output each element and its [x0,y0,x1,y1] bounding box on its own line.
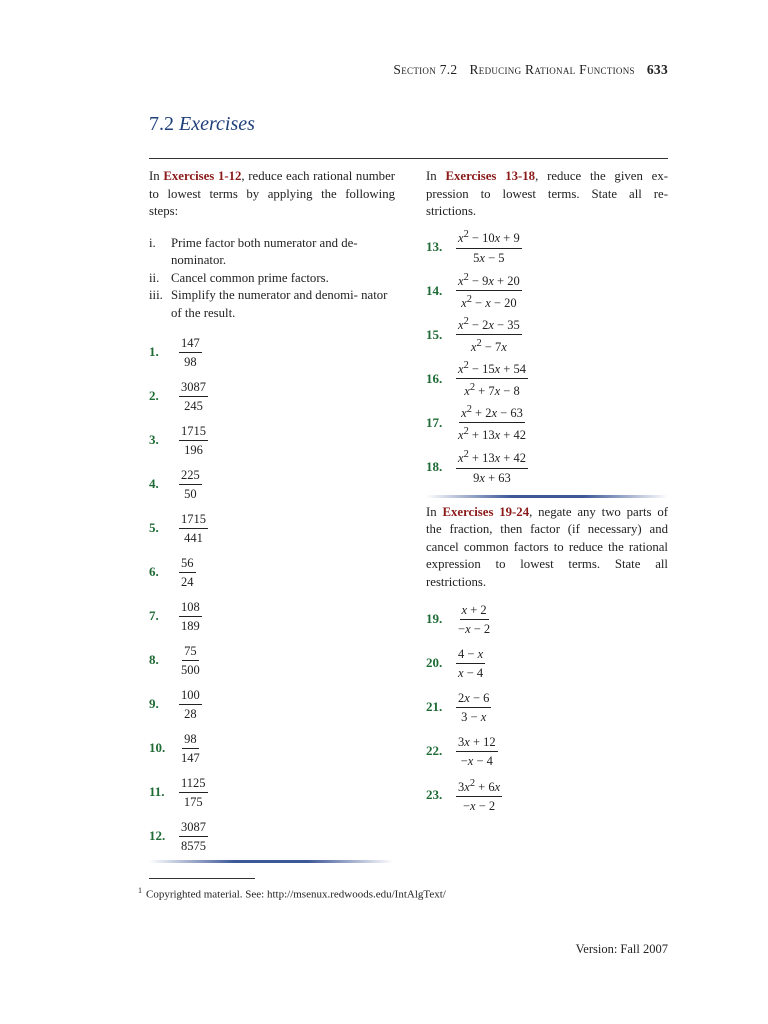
denominator: 245 [184,398,203,413]
footnote [138,886,446,901]
exercise-item [149,594,395,638]
denominator: 50 [184,486,197,501]
fraction [456,402,528,443]
numerator: $x^2 - 10x + 9$ [456,227,522,248]
exercise-number: 4. [149,476,159,492]
step-item [149,270,395,288]
numerator: $x^2 - 15x + 54$ [456,358,528,379]
numerator: 108 [179,599,202,617]
section-label: Exercises [179,113,255,135]
fraction [179,379,208,414]
numerator: 1715 [179,423,208,441]
fraction [456,690,491,725]
numerator: $x^2 + 13x + 42$ [456,447,528,468]
section-number: 7.2 [149,113,174,135]
step-numeral: i. [149,235,156,250]
right-column [426,168,668,817]
intro-text: In [426,504,443,519]
fraction [456,358,528,399]
denominator: 147 [181,750,200,765]
exercise-number: 2. [149,388,159,404]
denominator: x − 4 [458,665,484,680]
numerator: 147 [179,335,202,353]
footnote-text: Copyrighted material. See: http://msenux.redwoods.edu/IntAlgText/ [146,888,446,901]
exercise-number: 21. [426,699,443,715]
intro-text: , reduce each rational number to lowest terms by applying the following steps: [149,169,396,218]
numerator: 225 [179,467,202,485]
exercise-number: 12. [149,828,166,844]
exercise-item [426,401,668,445]
fraction [179,555,196,590]
exercise-number: 20. [426,655,443,671]
exercise-number: 15. [426,326,443,342]
numerator: 1715 [179,511,208,529]
numerator: $x^2 + 2x - 63$ [459,402,525,423]
denominator: 441 [184,530,203,545]
fraction [179,687,202,722]
denominator: 189 [181,618,200,633]
exercise-item [426,685,668,729]
denominator: $x^2 - x - 20$ [461,294,517,311]
exercise-ref-link[interactable]: Exercises 19-24 [442,504,530,519]
fraction [179,819,208,854]
denominator: 28 [184,706,197,721]
steps-list [149,235,395,323]
exercise-item [426,729,668,773]
right-intro-1 [426,168,668,221]
denominator: 196 [184,442,203,457]
denominator: 3 − x [461,709,487,724]
exercise-item [149,814,395,858]
exercise-item [426,773,668,817]
numerator: $x^2 - 2x - 35$ [456,314,522,335]
fraction [179,643,202,678]
exercise-item [426,313,668,357]
exercise-number: 5. [149,520,159,536]
denominator: $x^2 - 7x$ [470,338,507,355]
exercise-item [149,374,395,418]
fraction [456,314,522,355]
fraction [456,734,498,769]
fraction [179,511,208,546]
numerator: 56 [179,555,196,573]
exercise-item [149,770,395,814]
fraction [179,423,208,458]
exercise-item [149,506,395,550]
exercise-number: 19. [426,611,443,627]
exercise-number: 23. [426,787,443,803]
exercise-item [149,682,395,726]
exercise-number: 7. [149,608,159,624]
fraction [456,447,528,485]
exercise-number: 3. [149,432,159,448]
exercise-number: 16. [426,370,443,386]
fraction [456,776,502,814]
numerator: 1125 [179,775,208,793]
denominator: $x^2 + 13x + 42$ [458,426,526,443]
denominator: 5x − 5 [473,250,505,265]
exercise-number: 13. [426,238,443,254]
exercise-item [426,597,668,641]
numerator: 3x + 12 [456,734,498,752]
left-exercise-list [149,330,395,858]
right-exercise-list-2 [426,597,668,817]
fraction [179,731,202,766]
exercise-number: 11. [149,784,165,800]
numerator: 100 [179,687,202,705]
exercise-number: 6. [149,564,159,580]
denominator: −x − 4 [460,753,493,768]
step-text: Simplify the numerator and denomi- nator of the result. [171,288,388,320]
step-numeral: ii. [149,270,160,285]
step-item [149,235,395,270]
exercise-ref-link[interactable]: Exercises 13-18 [445,169,536,183]
denominator: $x^2 + 7x - 8$ [464,382,520,399]
section-label: Section 7.2 [393,62,458,77]
fraction [179,599,202,634]
exercise-item [426,357,668,401]
fraction [456,646,485,681]
exercise-number: 10. [149,740,166,756]
exercise-number: 14. [426,282,443,298]
divider-swoosh [426,495,668,498]
numerator: $3x^2 + 6x$ [456,776,502,797]
numerator: 75 [182,643,199,661]
step-text: Prime factor both numerator and de- nominator. [171,235,358,267]
exercise-item [149,330,395,374]
exercise-item [149,638,395,682]
top-rule [149,158,668,159]
exercise-item [149,462,395,506]
numerator: $x^2 - 9x + 20$ [456,270,522,291]
step-text: Cancel common prime factors. [171,270,329,285]
page-number: 633 [646,62,668,77]
exercise-ref-link[interactable]: Exercises 1-12 [163,169,242,183]
numerator: 2x − 6 [456,690,491,708]
exercise-number: 9. [149,696,159,712]
right-exercise-list-1 [426,225,668,489]
denominator: −x − 2 [458,621,491,636]
numerator: 3087 [179,379,208,397]
exercise-number: 18. [426,458,443,474]
numerator: 98 [182,731,199,749]
exercise-item [426,225,668,269]
fraction [456,270,522,311]
right-intro-2 [426,504,668,592]
fraction [179,335,202,370]
denominator: −x − 2 [462,799,496,814]
intro-text: In [426,169,446,183]
exercise-number: 8. [149,652,159,668]
left-column [149,168,395,863]
exercise-item [149,726,395,770]
numerator: 4 − x [456,646,485,664]
intro-text: , reduce the given ex- pression to lowest terms. State all re- strictions. [426,169,669,218]
numerator: 3087 [179,819,208,837]
fraction [456,227,522,265]
denominator: 98 [184,354,197,369]
denominator: 175 [183,794,203,809]
exercise-item [426,269,668,313]
divider-swoosh [149,860,393,863]
version-label: Version: Fall 2007 [575,942,668,956]
denominator: 9x + 63 [473,470,511,485]
chapter-title: Reducing Rational Functions [469,62,635,77]
intro-text: , negate any two parts of the fraction, then factor (if necessary) and cancel common factors to reduce the rational expression to lowest terms. State all restrictions. [426,504,669,589]
fraction [456,602,492,637]
fraction [179,467,202,502]
fraction [179,775,208,810]
exercise-item [426,445,668,489]
denominator: 8575 [181,838,206,853]
running-head [393,62,668,78]
denominator: 24 [181,574,194,589]
left-intro [149,168,395,221]
exercise-item [149,418,395,462]
exercise-number: 1. [149,344,159,360]
section-title [149,113,255,136]
footnote-rule [149,878,255,879]
step-numeral: iii. [149,288,163,302]
exercise-item [426,641,668,685]
numerator: x + 2 [460,602,489,620]
footnote-mark: 1 [138,886,142,895]
step-item [149,287,395,322]
intro-text: In [149,169,164,183]
exercise-number: 17. [426,414,443,430]
exercise-item [149,550,395,594]
exercise-number: 22. [426,743,443,759]
denominator: 500 [181,662,200,677]
